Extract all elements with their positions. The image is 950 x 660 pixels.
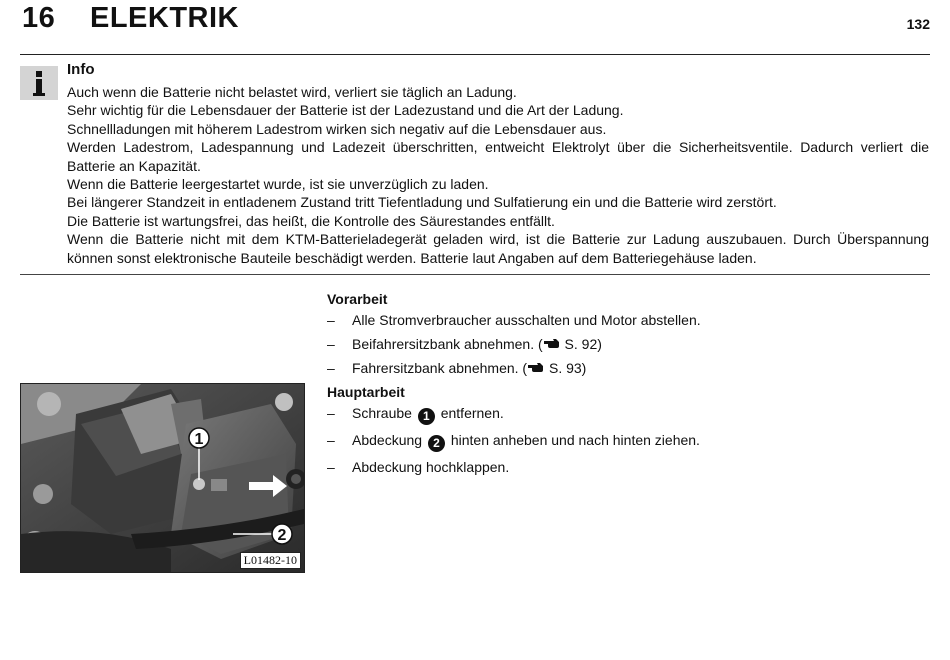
list-item	[327, 359, 927, 377]
callout-2-label: 2	[277, 527, 287, 544]
info-line: Wenn die Batterie leergestartet wurde, ist sie unverzüglich zu laden.	[67, 176, 489, 193]
list-dash: –	[327, 432, 335, 448]
page-reference-link[interactable]: S. 93)	[545, 360, 587, 376]
page-header	[20, 0, 930, 55]
list-dash: –	[327, 459, 335, 475]
list-dash: –	[327, 336, 335, 352]
list-item	[327, 404, 927, 425]
step-text: hinten anheben und nach hinten ziehen.	[446, 432, 700, 448]
chapter-title: ELEKTRIK	[90, 2, 239, 34]
pointing-hand-icon	[544, 338, 560, 349]
info-line: Wenn die Batterie nicht mit dem KTM-Batterieladegerät geladen wird, ist die Batterie zur Ladung auszubauen. Durch Überspannung können sonst elektronische Bauteile beschädigt werden. Batterie laut Angaben auf dem Batteriegehäuse laden.	[67, 231, 929, 266]
step-text: entfernen.	[436, 405, 504, 421]
callout-number-1: 1	[418, 408, 435, 425]
step-text: Abdeckung hochklappen.	[352, 459, 510, 475]
procedure	[327, 290, 927, 476]
pointing-hand-icon	[528, 362, 544, 373]
vorarbeit-heading: Vorarbeit	[327, 291, 388, 307]
info-line: Schnellladungen mit höherem Ladestrom wirken sich negativ auf die Lebensdauer aus.	[67, 120, 607, 137]
info-line: Auch wenn die Batterie nicht belastet wird, verliert sie täglich an Ladung.	[67, 84, 517, 100]
info-title: Info	[67, 61, 95, 78]
list-item	[327, 458, 927, 476]
info-line: Bei längerer Standzeit in entladenem Zustand tritt Tiefentladung und Sulfatierung ein und die Batterie wird zerstört.	[67, 194, 777, 211]
chapter-number: 16	[22, 2, 56, 34]
info-line: Werden Ladestrom, Ladespannung und Ladezeit überschritten, entweicht Elektrolyt über die Sicherheitsventile. Dadurch verliert die Batterie an Kapazität.	[67, 139, 929, 174]
list-item	[327, 335, 927, 353]
photo-illustration	[21, 384, 304, 572]
figure-code: L01482-10	[240, 552, 301, 569]
step-text: Schraube	[352, 405, 416, 421]
info-line: Sehr wichtig für die Lebensdauer der Batterie ist der Ladezustand und die Art der Ladung.	[67, 102, 624, 119]
list-dash: –	[327, 405, 335, 421]
hauptarbeit-heading: Hauptarbeit	[327, 384, 405, 400]
list-dash: –	[327, 360, 335, 376]
info-icon	[20, 66, 58, 100]
list-dash: –	[327, 312, 335, 328]
step-text: Alle Stromverbraucher ausschalten und Motor abstellen.	[352, 312, 701, 328]
info-line: Die Batterie ist wartungsfrei, das heißt, die Kontrolle des Säurestandes entfällt.	[67, 212, 555, 229]
step-text: Abdeckung	[352, 432, 426, 448]
page-number: 132	[906, 16, 930, 32]
info-text	[67, 83, 929, 267]
step-text: Fahrersitzbank abnehmen. (	[352, 360, 528, 376]
callout-number-2: 2	[428, 435, 445, 452]
page-reference-link[interactable]: S. 92)	[560, 336, 602, 352]
callout-1-label: 1	[194, 431, 204, 448]
list-item	[327, 311, 927, 329]
info-box	[20, 60, 930, 275]
battery-cover-photo	[20, 383, 305, 573]
list-item	[327, 431, 927, 452]
step-text: Beifahrersitzbank abnehmen. (	[352, 336, 543, 352]
